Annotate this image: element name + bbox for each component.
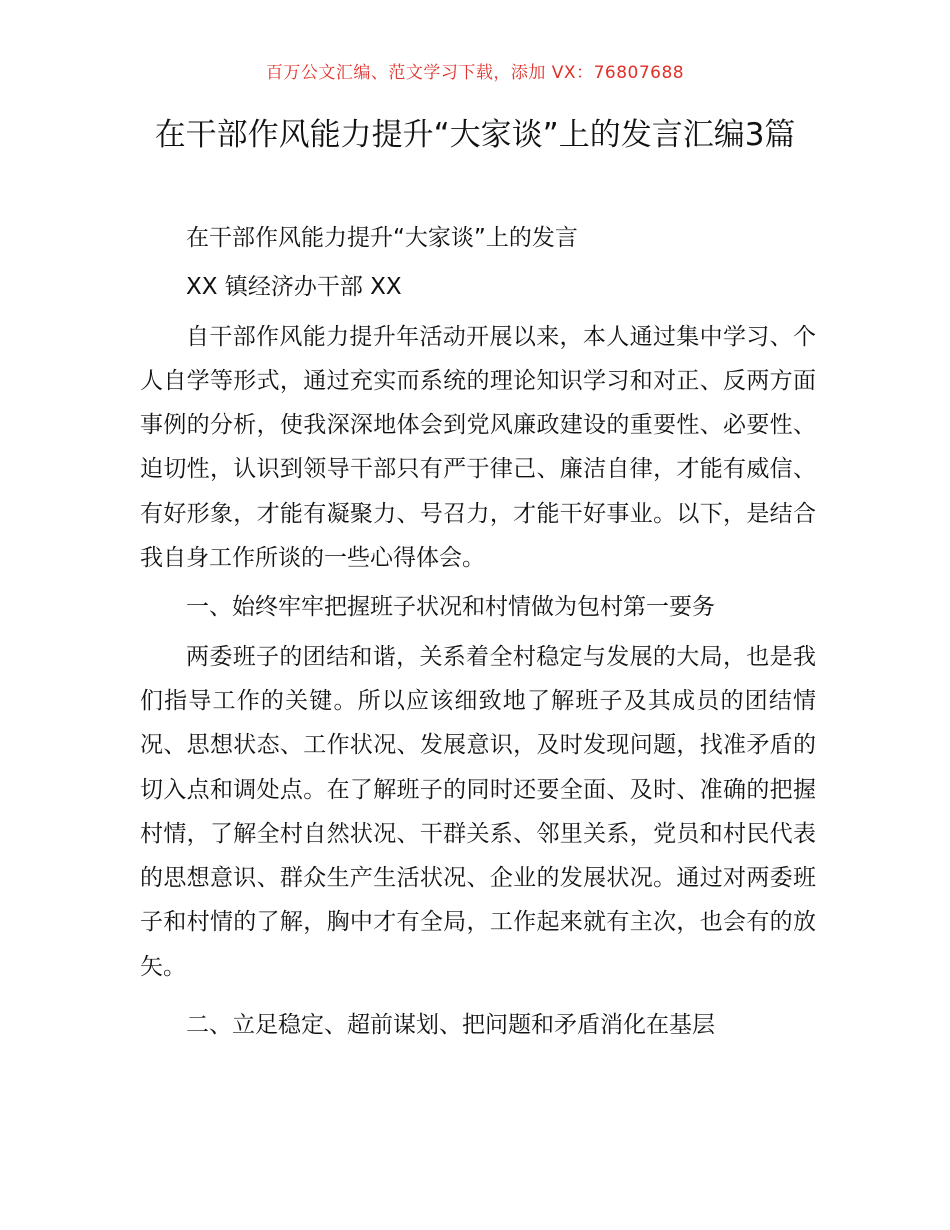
header-note: 百万公文汇编、范文学习下载，添加 VX：76807688 (265, 63, 685, 83)
section-2-heading: 二、立足稳定、超前谋划、把问题和矛盾消化在基层 (186, 1012, 715, 1039)
author-line: XX 镇经济办干部 XX (186, 274, 402, 301)
section-1-heading: 一、始终牢牢把握班子状况和村情做为包村第一要务 (186, 594, 715, 621)
intro-paragraph: 自干部作风能力提升年活动开展以来，本人通过集中学习、个人自学等形式，通过充实而系统的理论知识学习和对正、反两方面事例的分析，使我深深地体会到党风廉政建设的重要性、必要性、迫切性，认识到领导干部只有严于律己、廉洁自律，才能有威信、有好形象，才能有凝聚力、号召力，才能干好事业。以下，是结合我自身工作所谈的一些心得体会。 (140, 323, 816, 572)
document-title: 在干部作风能力提升“大家谈”上的发言汇编3篇 (154, 117, 796, 153)
speech-title: 在干部作风能力提升“大家谈”上的发言 (186, 225, 578, 251)
section-1-paragraph: 两委班子的团结和谐，关系着全村稳定与发展的大局，也是我们指导工作的关键。所以应该细致地了解班子及其成员的团结情况、思想状态、工作状况、发展意识，及时发现问题，找准矛盾的切入点和调处点。在了解班子的同时还要全面、及时、准确的把握村情，了解全村自然状况、干群关系、邻里关系，党员和村民代表的思想意识、群众生产生活状况、企业的发展状况。通过对两委班子和村情的了解，胸中才有全局，工作起来就有主次，也会有的放矢。 (140, 643, 816, 980)
document-body (140, 213, 816, 1047)
